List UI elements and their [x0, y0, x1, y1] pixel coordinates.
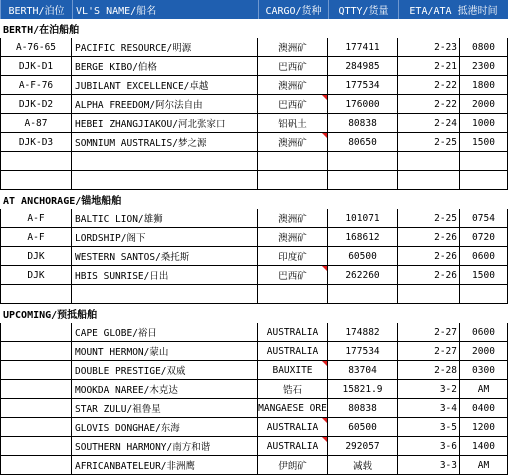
- eta-time-cell[interactable]: 0754: [460, 209, 508, 228]
- cargo-cell[interactable]: 伊朗矿: [258, 456, 328, 475]
- eta-time-cell[interactable]: AM: [460, 380, 508, 399]
- berth-cell[interactable]: [0, 361, 72, 380]
- berth-cell[interactable]: [0, 456, 72, 475]
- cargo-cell[interactable]: 巴西矿: [258, 57, 328, 76]
- section-title-text: UPCOMING/预抵船舶: [3, 310, 98, 321]
- berth-cell[interactable]: DJK-D2: [0, 95, 72, 114]
- eta-date-cell[interactable]: [398, 152, 460, 171]
- berth-cell[interactable]: DJK: [0, 247, 72, 266]
- berth-cell[interactable]: [0, 171, 72, 190]
- quantity-cell[interactable]: [328, 152, 398, 171]
- vessel-name-cell[interactable]: PACIFIC RESOURCE/明源: [72, 38, 258, 57]
- eta-time-cell[interactable]: 2000: [460, 95, 508, 114]
- table-row: [0, 342, 508, 361]
- comment-indicator-icon: [322, 133, 327, 138]
- berth-cell[interactable]: [0, 418, 72, 437]
- vessel-name-cell[interactable]: HBIS SUNRISE/日出: [72, 266, 258, 285]
- vessel-name-cell[interactable]: CAPE GLOBE/裕日: [72, 323, 258, 342]
- comment-indicator-icon: [322, 361, 327, 366]
- vessel-name-cell[interactable]: SOMNIUM AUSTRALIS/梦之源: [72, 133, 258, 152]
- table-row: [0, 399, 508, 418]
- comment-indicator-icon: [322, 266, 327, 271]
- eta-date-cell[interactable]: 2-22: [398, 95, 460, 114]
- eta-date-cell[interactable]: 3-4: [398, 399, 460, 418]
- table-row: [0, 456, 508, 475]
- eta-date-cell[interactable]: 3-5: [398, 418, 460, 437]
- berth-cell[interactable]: [0, 342, 72, 361]
- quantity-cell[interactable]: 减载: [328, 456, 398, 475]
- vessel-name-cell[interactable]: ALPHA FREEDOM/阿尔法自由: [72, 95, 258, 114]
- eta-time-cell[interactable]: [460, 285, 508, 304]
- eta-date-cell[interactable]: 2-27: [398, 323, 460, 342]
- eta-time-cell[interactable]: 0800: [460, 38, 508, 57]
- vessel-name-cell[interactable]: MOUNT HERMON/蒙山: [72, 342, 258, 361]
- comment-indicator-icon: [322, 418, 327, 423]
- eta-time-cell[interactable]: AM: [460, 456, 508, 475]
- table-row: [0, 171, 508, 190]
- quantity-cell[interactable]: 101071: [328, 209, 398, 228]
- vessel-name-cell[interactable]: [72, 285, 258, 304]
- eta-date-cell[interactable]: [398, 171, 460, 190]
- eta-time-cell[interactable]: [460, 171, 508, 190]
- table-row: [0, 418, 508, 437]
- table-row: [0, 228, 508, 247]
- section-title-text: AT ANCHORAGE/锚地船舶: [3, 196, 122, 207]
- vessel-name-cell[interactable]: DOUBLE PRESTIGE/双威: [72, 361, 258, 380]
- berth-cell[interactable]: [0, 152, 72, 171]
- table-row: [0, 152, 508, 171]
- eta-date-cell[interactable]: 2-26: [398, 247, 460, 266]
- vessel-name-cell[interactable]: SOUTHERN HARMONY/南方和谐: [72, 437, 258, 456]
- berth-cell[interactable]: [0, 323, 72, 342]
- quantity-cell[interactable]: 292057: [328, 437, 398, 456]
- vessel-name-cell[interactable]: HEBEI ZHANGJIAKOU/河北张家口: [72, 114, 258, 133]
- cargo-cell[interactable]: 澳洲矿: [258, 228, 328, 247]
- vessel-name-cell[interactable]: STAR ZULU/祖鲁星: [72, 399, 258, 418]
- quantity-cell[interactable]: 177534: [328, 76, 398, 95]
- cargo-cell[interactable]: 澳洲矿: [258, 133, 328, 152]
- berth-cell[interactable]: [0, 437, 72, 456]
- eta-time-cell[interactable]: 0300: [460, 361, 508, 380]
- table-row: [0, 285, 508, 304]
- quantity-cell[interactable]: 80650: [328, 133, 398, 152]
- eta-time-cell[interactable]: 0720: [460, 228, 508, 247]
- vessel-name-cell[interactable]: AFRICANBATELEUR/非洲鹰: [72, 456, 258, 475]
- cargo-cell[interactable]: 巴西矿: [258, 266, 328, 285]
- table-row: [0, 133, 508, 152]
- berth-cell[interactable]: A-F: [0, 228, 72, 247]
- eta-date-cell[interactable]: 3-6: [398, 437, 460, 456]
- eta-time-cell[interactable]: 1500: [460, 133, 508, 152]
- quantity-cell[interactable]: 83704: [328, 361, 398, 380]
- eta-date-cell[interactable]: 3-3: [398, 456, 460, 475]
- cargo-cell[interactable]: [258, 171, 328, 190]
- eta-date-cell[interactable]: 2-27: [398, 342, 460, 361]
- section-title: [0, 190, 508, 209]
- table-row: [0, 437, 508, 456]
- vessel-name-cell[interactable]: MOOKDA NAREE/木克达: [72, 380, 258, 399]
- berth-cell[interactable]: A-F: [0, 209, 72, 228]
- eta-date-cell[interactable]: 2-25: [398, 209, 460, 228]
- header-berth: BERTH/泊位: [0, 0, 72, 19]
- quantity-cell[interactable]: 177534: [328, 342, 398, 361]
- vessel-name-cell[interactable]: [72, 171, 258, 190]
- cargo-cell[interactable]: BAUXITE: [258, 361, 328, 380]
- cargo-cell[interactable]: 澳洲矿: [258, 38, 328, 57]
- cargo-cell[interactable]: 铝矾土: [258, 114, 328, 133]
- berth-cell[interactable]: A-F-76: [0, 76, 72, 95]
- quantity-cell[interactable]: 15821.9: [328, 380, 398, 399]
- berth-cell[interactable]: DJK: [0, 266, 72, 285]
- berth-cell[interactable]: [0, 285, 72, 304]
- berth-cell[interactable]: [0, 380, 72, 399]
- table-row: [0, 38, 508, 57]
- berth-cell[interactable]: DJK-D1: [0, 57, 72, 76]
- table-row: [0, 247, 508, 266]
- table-row: [0, 380, 508, 399]
- section-title: [0, 19, 508, 38]
- cargo-cell[interactable]: MANGAESE ORE: [258, 399, 328, 418]
- quantity-cell[interactable]: 284985: [328, 57, 398, 76]
- table-row: [0, 266, 508, 285]
- eta-date-cell[interactable]: 2-21: [398, 57, 460, 76]
- eta-time-cell[interactable]: 0400: [460, 399, 508, 418]
- cargo-cell[interactable]: 巴西矿: [258, 95, 328, 114]
- cargo-cell[interactable]: AUSTRALIA: [258, 437, 328, 456]
- quantity-cell[interactable]: 174882: [328, 323, 398, 342]
- quantity-cell[interactable]: 80838: [328, 114, 398, 133]
- eta-date-cell[interactable]: 2-22: [398, 76, 460, 95]
- vessel-name-cell[interactable]: [72, 152, 258, 171]
- eta-time-cell[interactable]: 1400: [460, 437, 508, 456]
- header-row: [0, 0, 508, 19]
- vessel-name-cell[interactable]: LORDSHIP/阁下: [72, 228, 258, 247]
- table-row: [0, 209, 508, 228]
- eta-date-cell[interactable]: 2-26: [398, 266, 460, 285]
- quantity-cell[interactable]: 177411: [328, 38, 398, 57]
- header-eta: ETA/ATA 抵港时间: [398, 0, 508, 19]
- vessel-name-cell[interactable]: GLOVIS DONGHAE/东海: [72, 418, 258, 437]
- eta-date-cell[interactable]: 2-28: [398, 361, 460, 380]
- header-cargo: CARGO/货种: [258, 0, 328, 19]
- section-title-text: BERTH/在泊船舶: [3, 25, 80, 36]
- quantity-cell[interactable]: [328, 171, 398, 190]
- eta-time-cell[interactable]: 1800: [460, 76, 508, 95]
- eta-time-cell[interactable]: 1200: [460, 418, 508, 437]
- berth-cell[interactable]: A-87: [0, 114, 72, 133]
- quantity-cell[interactable]: 60500: [328, 247, 398, 266]
- cargo-cell[interactable]: 印度矿: [258, 247, 328, 266]
- eta-time-cell[interactable]: 1500: [460, 266, 508, 285]
- table-row: [0, 57, 508, 76]
- cargo-cell[interactable]: AUSTRALIA: [258, 418, 328, 437]
- quantity-cell[interactable]: 60500: [328, 418, 398, 437]
- comment-indicator-icon: [322, 95, 327, 100]
- cargo-cell[interactable]: [258, 152, 328, 171]
- eta-date-cell[interactable]: [398, 285, 460, 304]
- section-title: [0, 304, 508, 323]
- quantity-cell[interactable]: [328, 285, 398, 304]
- cargo-cell[interactable]: 澳洲矿: [258, 76, 328, 95]
- eta-date-cell[interactable]: 3-2: [398, 380, 460, 399]
- table-row: [0, 361, 508, 380]
- eta-time-cell[interactable]: 1000: [460, 114, 508, 133]
- eta-date-cell[interactable]: 2-23: [398, 38, 460, 57]
- quantity-cell[interactable]: 80838: [328, 399, 398, 418]
- vessel-name-cell[interactable]: BALTIC LION/雄狮: [72, 209, 258, 228]
- berth-cell[interactable]: [0, 399, 72, 418]
- vessel-name-cell[interactable]: BERGE KIBO/伯格: [72, 57, 258, 76]
- berth-cell[interactable]: A-76-65: [0, 38, 72, 57]
- table-row: [0, 76, 508, 95]
- eta-date-cell[interactable]: 2-25: [398, 133, 460, 152]
- table-row: [0, 114, 508, 133]
- cargo-cell[interactable]: AUSTRALIA: [258, 323, 328, 342]
- eta-time-cell[interactable]: [460, 152, 508, 171]
- eta-date-cell[interactable]: 2-26: [398, 228, 460, 247]
- cargo-cell[interactable]: 锆石: [258, 380, 328, 399]
- berth-cell[interactable]: DJK-D3: [0, 133, 72, 152]
- eta-time-cell[interactable]: 0600: [460, 247, 508, 266]
- eta-time-cell[interactable]: 0600: [460, 323, 508, 342]
- header-vessel: VL'S NAME/船名: [72, 0, 258, 19]
- cargo-cell[interactable]: 澳洲矿: [258, 209, 328, 228]
- eta-time-cell[interactable]: 2300: [460, 57, 508, 76]
- table-row: [0, 323, 508, 342]
- quantity-cell[interactable]: 168612: [328, 228, 398, 247]
- header-qtty: QTTY/货量: [328, 0, 398, 19]
- eta-time-cell[interactable]: 2000: [460, 342, 508, 361]
- cargo-cell[interactable]: AUSTRALIA: [258, 342, 328, 361]
- quantity-cell[interactable]: 176000: [328, 95, 398, 114]
- vessel-name-cell[interactable]: WESTERN SANTOS/桑托斯: [72, 247, 258, 266]
- cargo-cell[interactable]: [258, 285, 328, 304]
- eta-date-cell[interactable]: 2-24: [398, 114, 460, 133]
- comment-indicator-icon: [322, 437, 327, 442]
- quantity-cell[interactable]: 262260: [328, 266, 398, 285]
- vessel-name-cell[interactable]: JUBILANT EXCELLENCE/卓越: [72, 76, 258, 95]
- table-row: [0, 95, 508, 114]
